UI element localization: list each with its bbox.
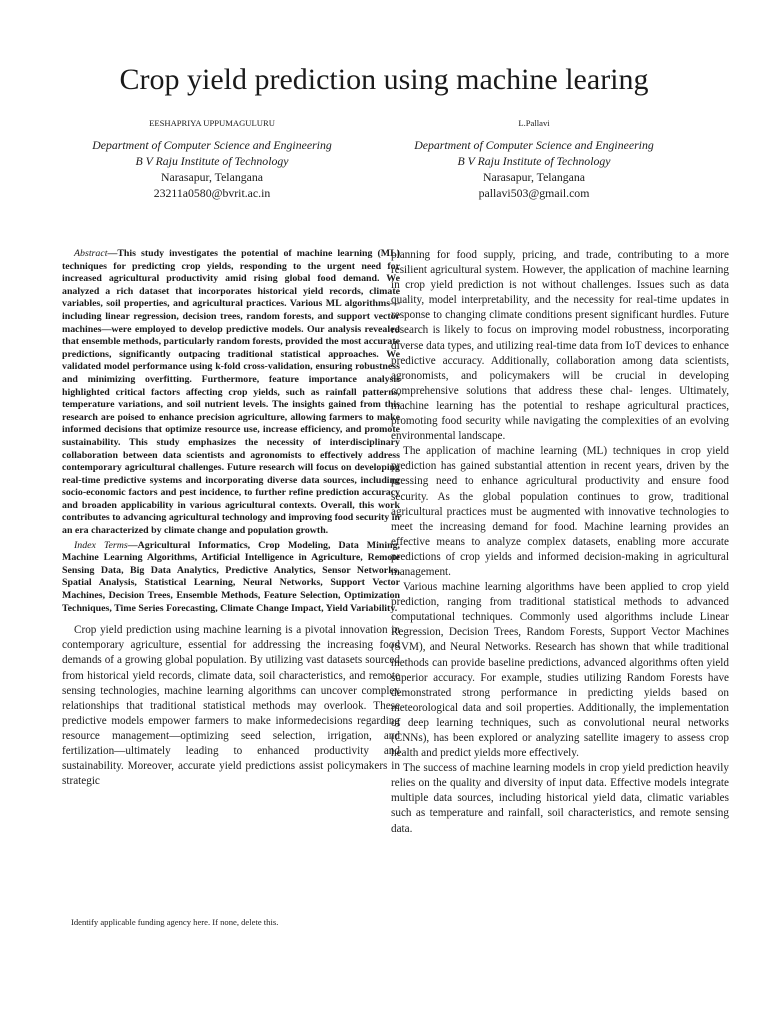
author-email: pallavi503@gmail.com [478, 186, 590, 200]
body-paragraph: planning for food supply, pricing, and trade, contributing to a more resilient agricultural system. However, the application of machine learning in crop yield prediction is not without challenges. Issues such as data quality, model interpretability, and the necessity for real-time updates in response to changing climate conditions present significant hurdles. Future research is likely to focus on improving model robustness, incorporating diverse data types, and utilizing real-time data from IoT devices to enhance predictive accuracy. Additionally, collaboration among data scientists, agronomists, and policymakers will be crucial in developing comprehensive solutions that address these chal- lenges. Ultimately, machine learning has the potential to reshape agricultural practices, promoting food security while navigating the complexities of an evolving environmental landscape. [391, 249, 729, 443]
left-column [62, 248, 400, 789]
author-block [384, 117, 684, 201]
author-block [62, 117, 362, 201]
author-location: Narasapur, Telangana [161, 170, 263, 184]
index-terms-text: —Agricultural Informatics, Crop Modeling, Data Mining, Machine Learning Algorithms, Artificial Intelligence in Agriculture, Remote Sensing Data, Big Data Analytics, Predictive Analytics, Sensor Networks, Spatial Analysis, Statistical Learning, Neural Networks, Support Vector Machines, Decision Trees, Ensemble Methods, Feature Selection, Optimization Techniques, Time Series Forecasting, Climate Change Impact, Yield Variability. [62, 539, 400, 614]
author-institute: B V Raju Institute of Technology [135, 154, 289, 168]
paper-title: Crop yield prediction using machine learing [119, 63, 649, 96]
author-department: Department of Computer Science and Engineering [414, 138, 654, 152]
index-terms [62, 540, 400, 616]
author-name: EESHAPRIYA UPPUMAGULURU [149, 118, 275, 128]
author-location: Narasapur, Telangana [483, 170, 585, 184]
author-name: L.Pallavi [518, 118, 550, 128]
index-terms-label: Index Terms [74, 539, 128, 551]
footnote: Identify applicable funding agency here. If none, delete this. [71, 917, 279, 927]
right-column [391, 248, 729, 837]
body-paragraph: Various machine learning algorithms have been applied to crop yield prediction, ranging from traditional statistical methods to advanced computational techniques. Commonly used algorithms include Linear Regression, Decision Trees, Random Forests, Support Vector Machines (SVM), and Neural Networks. Research has shown that while traditional methods can provide baseline predictions, advanced algorithms often yield superior accuracy. For example, studies utilizing Random Forests have demonstrated strong performance in predicting yields based on meteorological data and soil properties. Additionally, the implementation of deep learning techniques, such as convolutional neural networks (CNNs), has been explored or analyzing satellite imagery to assess crop health and predict yields more effectively. [391, 581, 729, 760]
body-paragraph: The success of machine learning models in crop yield prediction heavily relies on the quality and diversity of input data. Effective models integrate multiple data sources, including historical yield data, climatic variables such as temperature and rainfall, soil characteristics, and remote sensing data. [391, 762, 729, 835]
body-paragraph: Crop yield prediction using machine learning is a pivotal innovation in contemporary agriculture, essential for addressing the increasing food demands of a growing global population. By utilizing vast datasets sourced from historical yield records, climate data, soil characteristics, and remote sensing technologies, machine learning algorithms can uncover complex relationships that traditional statistical methods may overlook. These predictive models empower farmers to make informedecisions regarding resource management—optimizing seed selection, irrigation, and fertilization—ultimately leading to enhanced productivity and sustainability. Moreover, accurate yield predictions assist policymakers in strategic [62, 624, 400, 788]
abstract [62, 248, 400, 538]
author-department: Department of Computer Science and Engineering [92, 138, 332, 152]
author-email: 23211a0580@bvrit.ac.in [153, 186, 271, 200]
abstract-label: Abstract [74, 248, 108, 259]
abstract-text: —This study investigates the potential of machine learning (ML) techniques for predicting crop yields, responding to the urgent need for increased agricultural productivity amid rising global food demand. We analyzed a rich dataset that incorporates historical yield records, climate variables, soil properties, and agricultural practices. Various ML algorithms—including linear regression, decision trees, random forests, and support vector machines—were employed to develop predictive models. Our analysis revealed that ensemble methods, particularly random forests, provided the most accurate predictions, significantly outpacing traditional statistical approaches. We validated model performance using k-fold cross-validation, ensuring robustness and minimizing overfitting. Furthermore, feature importance analysis highlighted critical factors affecting crop yields, such as rainfall patterns, temperature variations, and soil nutrient levels. The insights gained from this research are poised to enhance precision agriculture, allowing farmers to make informed decisions that optimize resource use, increase efficiency, and promote sustainability. This study emphasizes the necessity of interdisciplinary collaboration between data scientists and agronomists to effectively address contemporary agricultural challenges. Future research will focus on developing real-time predictive systems and incorporating diverse data sources, including socio-economic factors and pest incidence, to further refine prediction accuracy and broaden applicability in various agricultural contexts. Overall, this work contributes to advancing agricultural technology and improving food security in an era characterized by climate change and population growth. [62, 248, 400, 537]
author-institute: B V Raju Institute of Technology [457, 154, 611, 168]
body-paragraph: The application of machine learning (ML) techniques in crop yield prediction has gained substantial attention in recent years, driven by the pressing need to enhance agricultural productivity and ensure food security. As the global population continues to grow, traditional agricultural practices must be augmented with innovative technologies to meet the increasing demand for food. Machine learning provides an effective means to analyze complex datasets, enabling more accurate predictions of crop yields and informed decision-making in agricultural management. [391, 445, 729, 578]
